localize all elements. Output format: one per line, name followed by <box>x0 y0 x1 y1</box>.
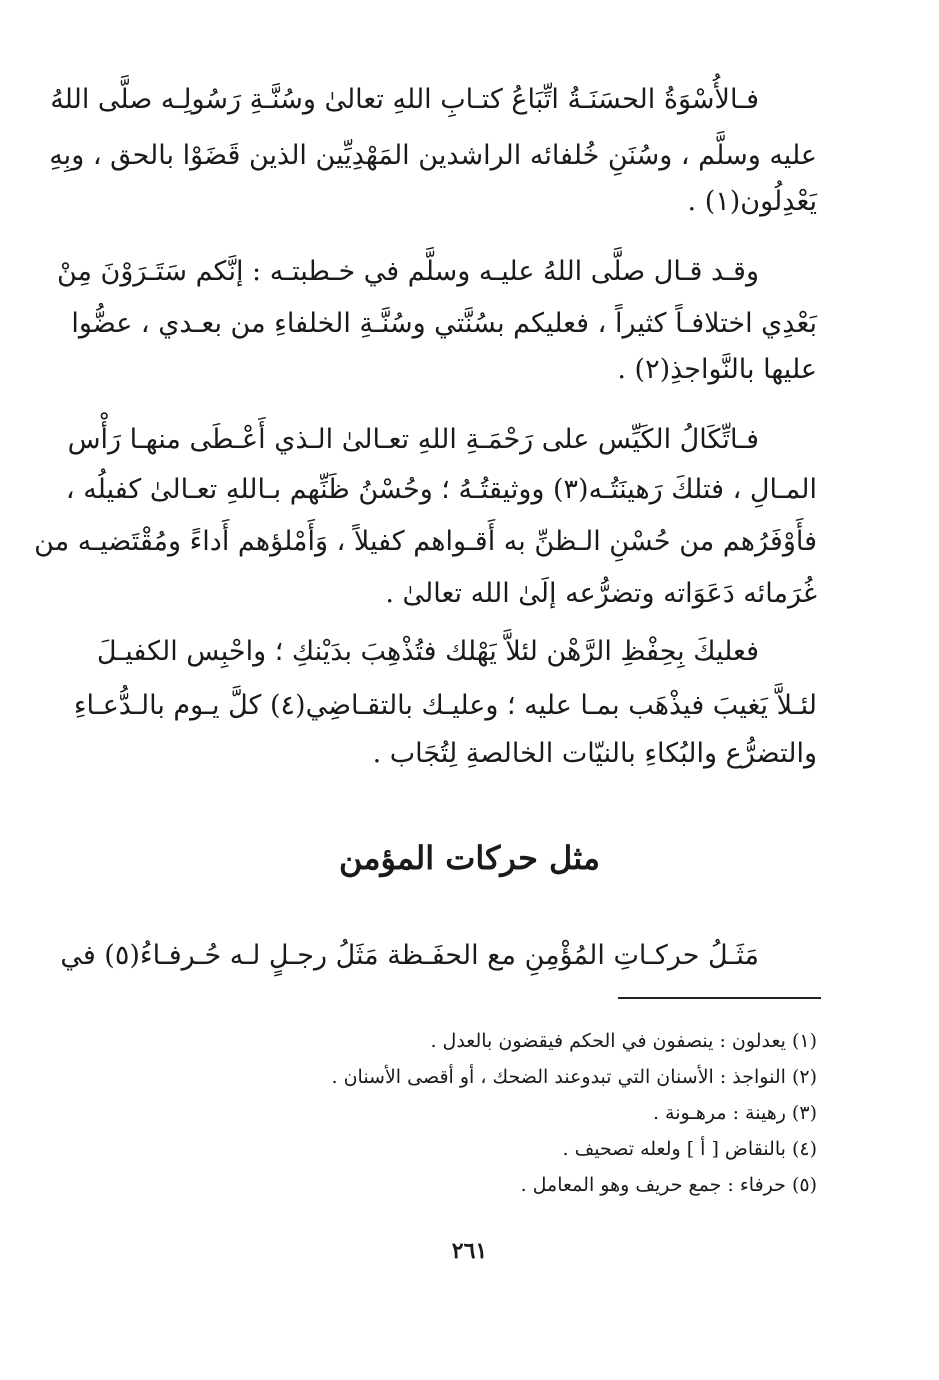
section-heading: مثل حركات المؤمن <box>338 839 601 877</box>
paragraph-4-line-3: والتضرُّع والبُكاءِ بالنيّات الخالصةِ لِتُجَاب . <box>372 738 817 769</box>
footnote-5: (٥) حرفاء : جمع حريف وهو المعامل . <box>520 1174 817 1196</box>
paragraph-4-line-2: لئـلاَّ يَغيبَ فيذْهَب بمـا عليه ؛ وعليـك بالتقـاضِي(٤) كلَّ يـوم بالـدُّعـاءِ <box>73 690 817 721</box>
paragraph-1-line-3: يَعْدِلُون(١) . <box>687 186 817 217</box>
paragraph-2-line-2: بَعْدِي اختلافـاً كثيراً ، فعليكم بسُنَّتي وسُنَّـةِ الخلفاءِ من بعـدي ، عضُّوا <box>71 308 817 339</box>
footnote-4: (٤) بالنقاض [ أ ] ولعله تصحيف . <box>562 1138 817 1160</box>
paragraph-1-line-2: عليه وسلَّم ، وسُنَنِ خُلفائه الراشدين المَهْدِيِّين الذين قَضَوْا بالحق ، وبِهِ <box>49 140 817 171</box>
footnote-3: (٣) رهينة : مرهـونة . <box>652 1102 817 1124</box>
paragraph-2-line-3: عليها بالنَّواجذِ(٢) . <box>617 354 817 385</box>
closing-line: مَثَـلُ حركـاتِ المُؤْمِنِ مع الحفَـظة مَثَلُ رجـلٍ لـه حُـرفـاءُ(٥) في <box>60 940 759 971</box>
footnote-1: (١) يعدلون : ينصفون في الحكم فيقضون بالعدل . <box>430 1030 817 1052</box>
paragraph-3-line-4: غُرَمائه دَعَوَاته وتضرُّعه إلَىٰ الله تعالىٰ . <box>385 578 817 609</box>
page-number: ٢٦١ <box>451 1238 488 1264</box>
footnote-2: (٢) النواجذ : الأسنان التي تبدوعند الضحك ، أو أقصى الأسنان . <box>331 1066 817 1088</box>
paragraph-4-line-1: فعليكَ بِحِفْظِ الرَّهْن لئلاَّ يَهْلك فتُذْهِبَ بدَيْنكِ ؛ واحْبِس الكفيـلَ <box>96 636 759 667</box>
paragraph-1-line-1: فـالأُسْوَةُ الحسَنَـةُ اتِّبَاعُ كتـابِ اللهِ تعالىٰ وسُنَّـةِ رَسُولِـه صلَّى اللهُ <box>50 84 759 115</box>
paragraph-3-line-2: المـالِ ، فتلكَ رَهينَتُـه(٣) ووثيقتُـهُ ؛ وحُسْنُ ظَنِّهم بـاللهِ تعـالىٰ كفيلُه ، <box>65 474 817 505</box>
paragraph-3-line-1: فـاتِّكَالُ الكَيِّس على رَحْمَـةِ اللهِ تعـالىٰ الـذي أَعْـطَى منهـا رَأْس <box>67 424 759 455</box>
footnote-separator <box>618 997 821 999</box>
paragraph-2-line-1: وقـد قـال صلَّى اللهُ عليـه وسلَّم في خـطبتـه : إنَّكم سَتَـرَوْنَ مِنْ <box>56 256 759 287</box>
paragraph-3-line-3: فأَوْفَرُهم من حُسْنِ الـظنِّ به أَقـواهم كفيلاً ، وَأَمْلؤهم أَداءً ومُقْتَضيـه من <box>34 526 817 557</box>
